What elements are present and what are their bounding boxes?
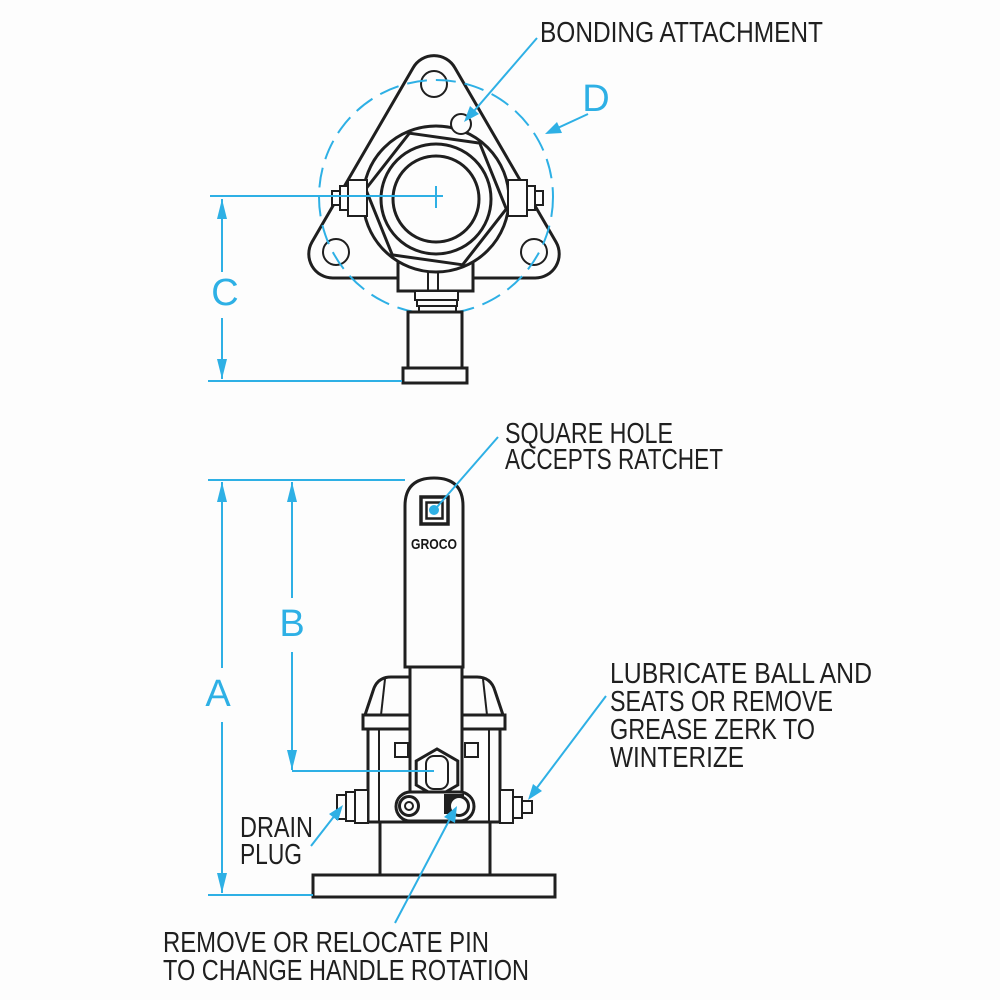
lubricate-label-1: LUBRICATE BALL AND [610, 658, 872, 690]
dim-d-arrowhead [545, 122, 562, 134]
drain-flange-left [346, 792, 355, 821]
right-lug-collar [527, 186, 535, 210]
drain-boss-left [355, 790, 368, 823]
mounting-flange [313, 875, 555, 897]
lubricate-callout [528, 658, 872, 800]
brand-logo: GROCO [411, 536, 458, 553]
right-lug-body [508, 180, 527, 216]
bolt-hole-top [421, 71, 447, 97]
dim-a-arrow-up [217, 482, 227, 502]
dim-b-label: B [279, 603, 305, 645]
grease-zerk-opening [426, 756, 448, 789]
dim-b-arrow-down [287, 750, 297, 770]
bolt-hole-left [323, 239, 349, 265]
dim-b-arrow-up [287, 482, 297, 502]
square-hole-dot [429, 505, 439, 515]
dim-c-label: C [211, 272, 239, 314]
side-view [313, 478, 555, 897]
pin-label-2: TO CHANGE HANDLE ROTATION [163, 955, 529, 987]
dimension-d [545, 78, 610, 134]
zerk-boss-right [500, 790, 513, 823]
lubricate-arrowhead [528, 784, 542, 800]
drain-label-1: DRAIN [240, 812, 313, 844]
bonding-callout [464, 17, 823, 122]
zerk-tip-right [522, 801, 532, 813]
lubricate-leader [533, 696, 606, 793]
pipe-collar [403, 368, 467, 383]
bonding-leader [468, 38, 537, 118]
lubricate-label-2: SEATS OR REMOVE [610, 686, 833, 718]
right-lug-bolt [535, 191, 543, 205]
left-lug-bolt [332, 191, 340, 205]
pin-boss-left [395, 743, 408, 757]
dim-a-label: A [205, 673, 231, 715]
pipe-step-1 [415, 291, 458, 300]
lubricate-label-3: GREASE ZERK TO [610, 714, 815, 746]
drain-label-2: PLUG [240, 839, 302, 871]
left-lug-collar [340, 186, 348, 210]
pin-label-1: REMOVE OR RELOCATE PIN [163, 927, 489, 959]
pipe-nipple [408, 312, 462, 368]
drain-plug-callout [240, 805, 343, 871]
dim-c-arrow-up [217, 199, 227, 219]
grease-zerk-right [500, 790, 532, 823]
top-view [210, 56, 559, 383]
dim-d-label: D [582, 78, 610, 120]
dim-c-arrow-down [217, 359, 227, 379]
pin-boss-right [465, 743, 478, 757]
pivot-hole-left-inner [405, 802, 413, 810]
dimension-a [205, 482, 231, 893]
square-hole-leader [437, 437, 498, 507]
lubricate-label-4: WINTERIZE [610, 742, 744, 774]
zerk-stem-right [513, 797, 522, 818]
square-hole-label-2: ACCEPTS RATCHET [505, 444, 724, 476]
dimension-b [279, 482, 304, 770]
bonding-label: BONDING ATTACHMENT [540, 17, 824, 49]
left-lug-body [348, 180, 367, 216]
square-hole-callout [429, 418, 723, 515]
dim-a-arrow-down [217, 873, 227, 893]
square-hole-label-1: SQUARE HOLE [505, 418, 673, 450]
